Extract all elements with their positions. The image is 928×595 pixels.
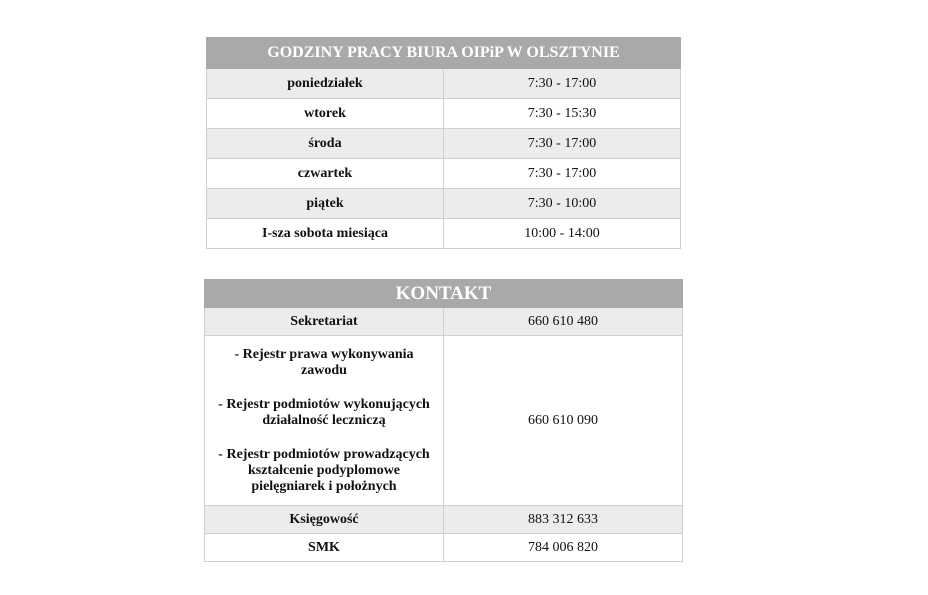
registers-line: działalność leczniczą xyxy=(262,412,386,428)
table-row xyxy=(207,219,681,249)
table-row xyxy=(207,189,681,219)
hours-value: 7:30 - 17:00 xyxy=(444,129,681,159)
day-label: wtorek xyxy=(207,99,444,129)
registers-label xyxy=(205,336,444,506)
hours-value: 7:30 - 10:00 xyxy=(444,189,681,219)
phone-number: 660 610 090 xyxy=(444,336,683,506)
contact-title: KONTAKT xyxy=(205,280,683,308)
registers-line: - Rejestr podmiotów prowadzących xyxy=(218,446,430,462)
table-row xyxy=(207,99,681,129)
table-row xyxy=(207,129,681,159)
registers-line: zawodu xyxy=(301,362,347,378)
day-label: piątek xyxy=(207,189,444,219)
day-label: środa xyxy=(207,129,444,159)
contact-label: Księgowość xyxy=(205,506,444,534)
hours-value: 7:30 - 17:00 xyxy=(444,69,681,99)
day-label: poniedziałek xyxy=(207,69,444,99)
hours-value: 7:30 - 17:00 xyxy=(444,159,681,189)
phone-number: 660 610 480 xyxy=(444,308,683,336)
day-label: I-sza sobota miesiąca xyxy=(207,219,444,249)
hours-value: 10:00 - 14:00 xyxy=(444,219,681,249)
contact-label: Sekretariat xyxy=(205,308,444,336)
phone-number: 784 006 820 xyxy=(444,534,683,562)
registers-line: - Rejestr prawa wykonywania xyxy=(234,346,414,362)
registers-line: pielęgniarek i położnych xyxy=(251,478,397,494)
hours-value: 7:30 - 15:30 xyxy=(444,99,681,129)
contact-table xyxy=(204,279,683,562)
registers-line: kształcenie podyplomowe xyxy=(247,462,401,478)
office-hours-title: GODZINY PRACY BIURA OIPiP W OLSZTYNIE xyxy=(207,38,681,69)
registers-line: - Rejestr podmiotów wykonujących xyxy=(218,396,430,412)
office-hours-table xyxy=(206,37,681,249)
table-row xyxy=(205,506,683,534)
table-row xyxy=(205,336,683,506)
table-row xyxy=(205,308,683,336)
table-row xyxy=(207,159,681,189)
day-label: czwartek xyxy=(207,159,444,189)
table-row xyxy=(205,534,683,562)
table-row xyxy=(207,69,681,99)
contact-label: SMK xyxy=(205,534,444,562)
phone-number: 883 312 633 xyxy=(444,506,683,534)
